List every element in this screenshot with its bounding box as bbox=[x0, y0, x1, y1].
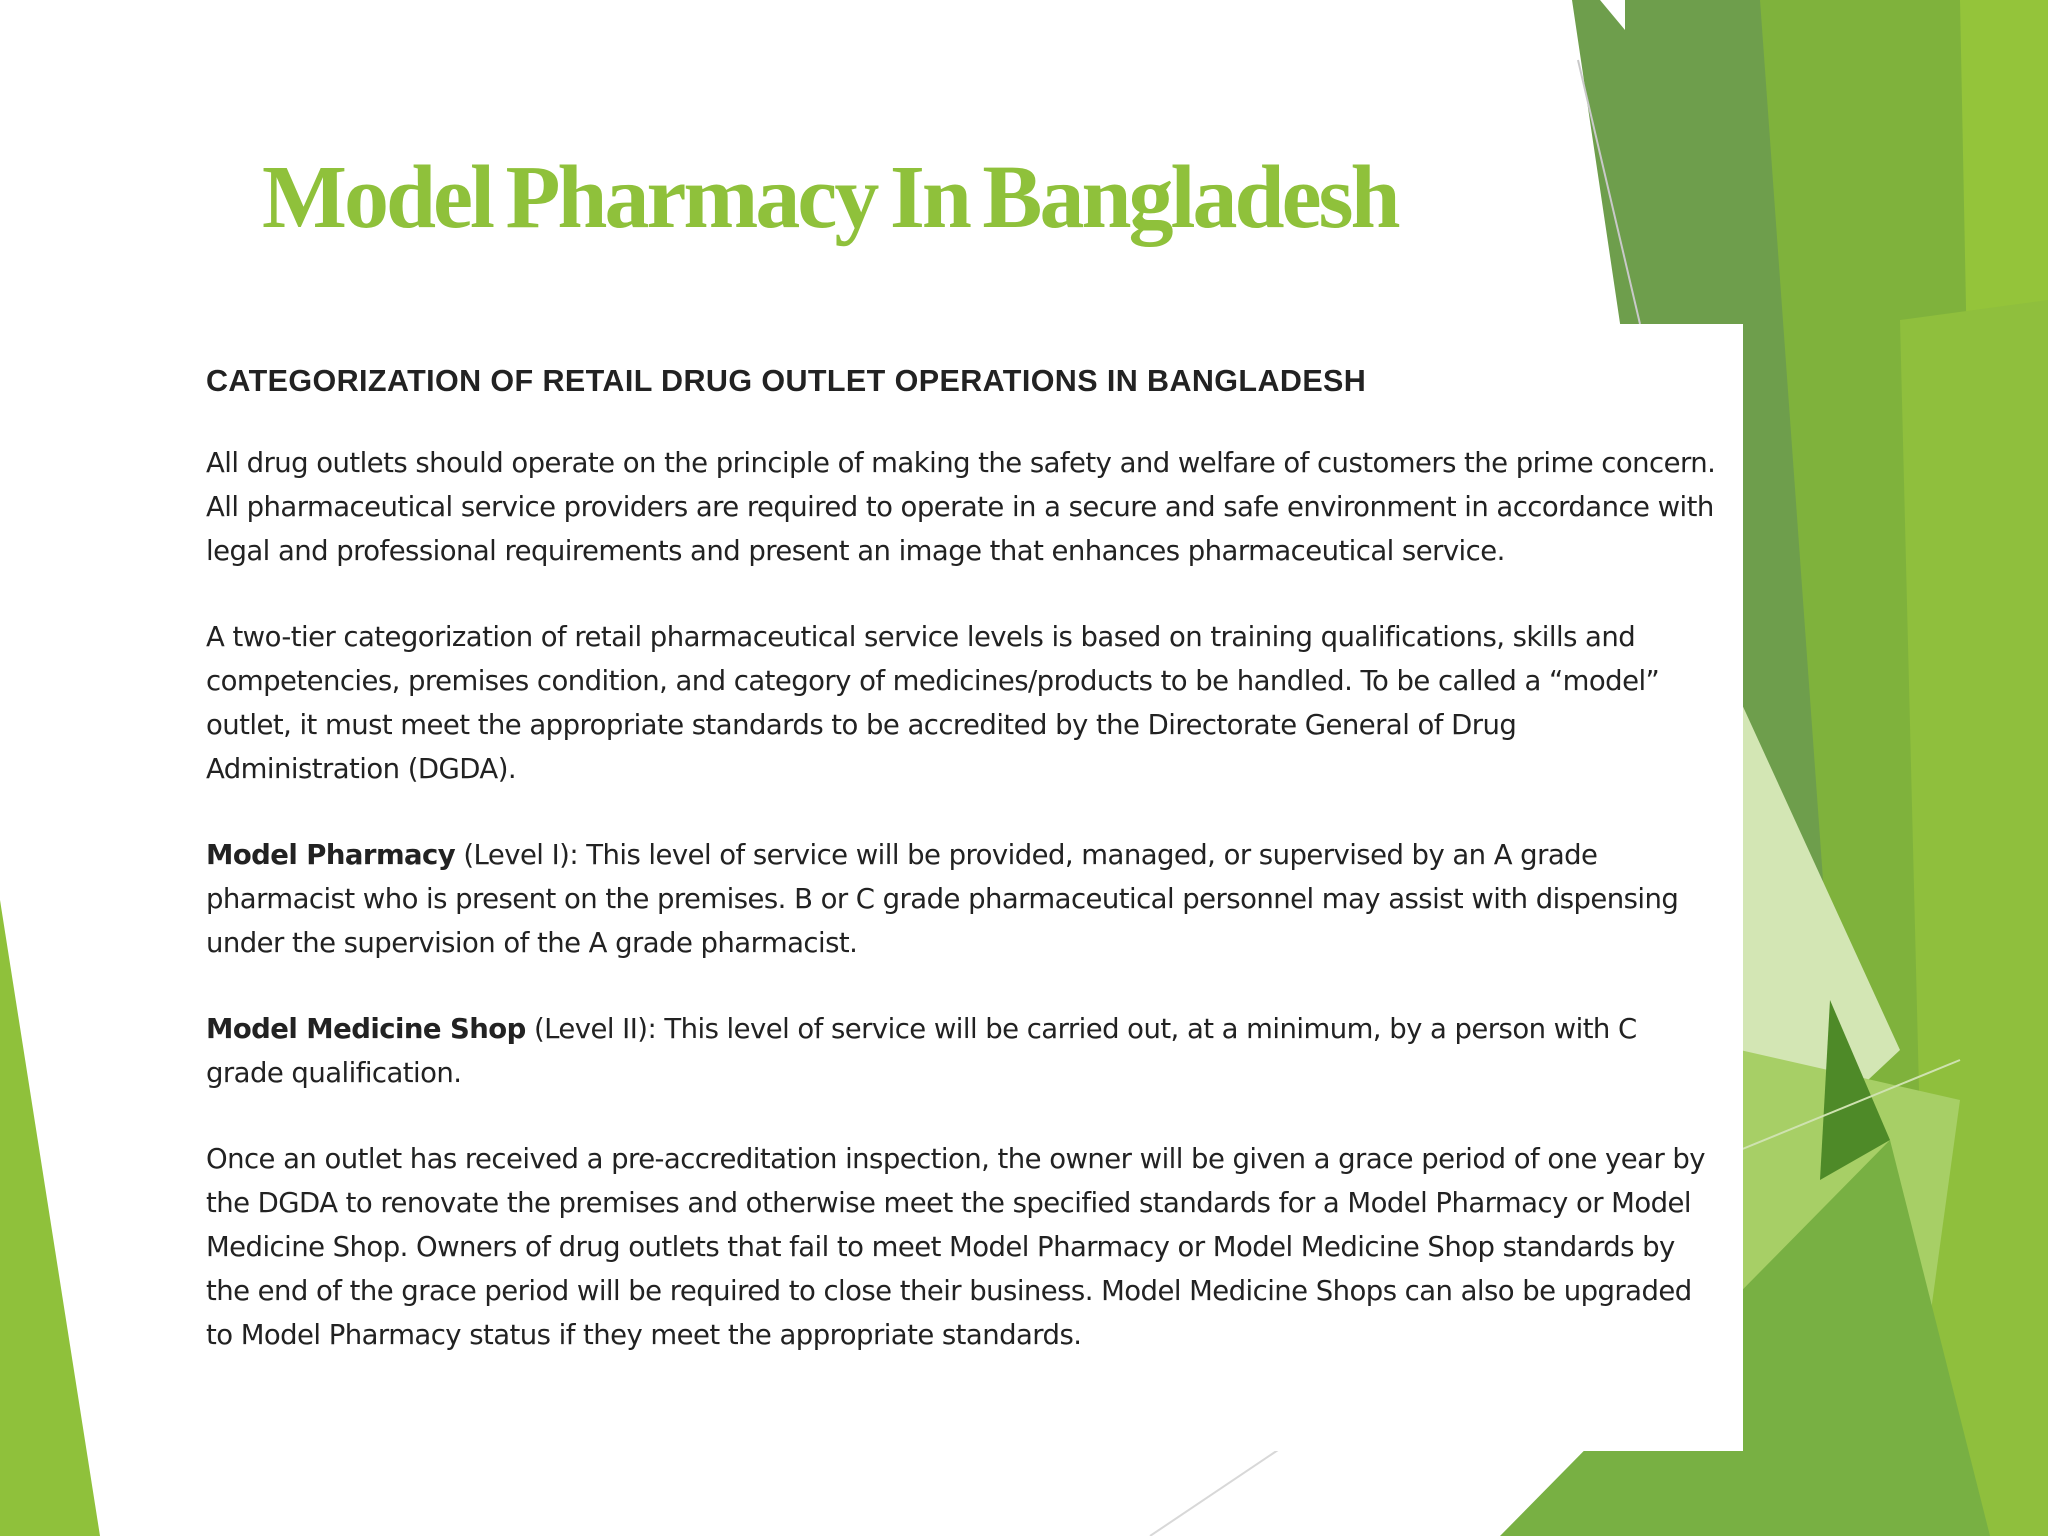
paragraph-model-medicine-shop bbox=[206, 1007, 1716, 1095]
slide-title: Model Pharmacy In Bangladesh bbox=[262, 148, 1398, 247]
paragraph-text: (Level II): This level of service will be carried out, at a minimum, by a person with C grade qualification. bbox=[206, 1013, 1637, 1089]
paragraph-text: Once an outlet has received a pre-accreditation inspection, the owner will be given a grace period of one year by the DGDA to renovate the premises and otherwise meet the specified standards for a Model Pharmacy or Model Medicine Shop. Owners of drug outlets that fail to meet Model Pharmacy or Model Medicine Shop standards by the end of the grace period will be required to close their business. Model Medicine Shops can also be upgraded to Model Pharmacy status if they meet the appropriate standards. bbox=[206, 1143, 1706, 1351]
paragraph-text: A two-tier categorization of retail pharmaceutical service levels is based on training qualifications, skills and competencies, premises condition, and category of medicines/products to be handled. To be called a “model” outlet, it must meet the appropriate standards to be accredited by the Directorate General of Drug Administration (DGDA). bbox=[206, 621, 1660, 785]
bg-left-green-wedge bbox=[0, 900, 100, 1536]
paragraph-accreditation bbox=[206, 1137, 1716, 1357]
paragraph-text: (Level I): This level of service will be provided, managed, or supervised by an A grade pharmacist who is present on the premises. B or C grade pharmaceutical personnel may assist with dispensing under the supervision of the A grade pharmacist. bbox=[206, 839, 1679, 959]
paragraph-model-pharmacy bbox=[206, 833, 1716, 965]
paragraph-two-tier bbox=[206, 615, 1716, 791]
bg-thin-line-bottom bbox=[1150, 1450, 1278, 1536]
paragraph-text: All drug outlets should operate on the principle of making the safety and welfare of customers the prime concern. All pharmaceutical service providers are required to operate in a secure and safe environment in accordance with legal and professional requirements and present an image that enhances pharmaceutical service. bbox=[206, 447, 1716, 567]
document-heading: CATEGORIZATION OF RETAIL DRUG OUTLET OPERATIONS IN BANGLADESH bbox=[206, 364, 1367, 398]
paragraph-lead: Model Pharmacy bbox=[206, 839, 456, 871]
document-panel bbox=[178, 324, 1743, 1451]
paragraph-principles bbox=[206, 441, 1716, 573]
paragraph-lead: Model Medicine Shop bbox=[206, 1013, 526, 1045]
